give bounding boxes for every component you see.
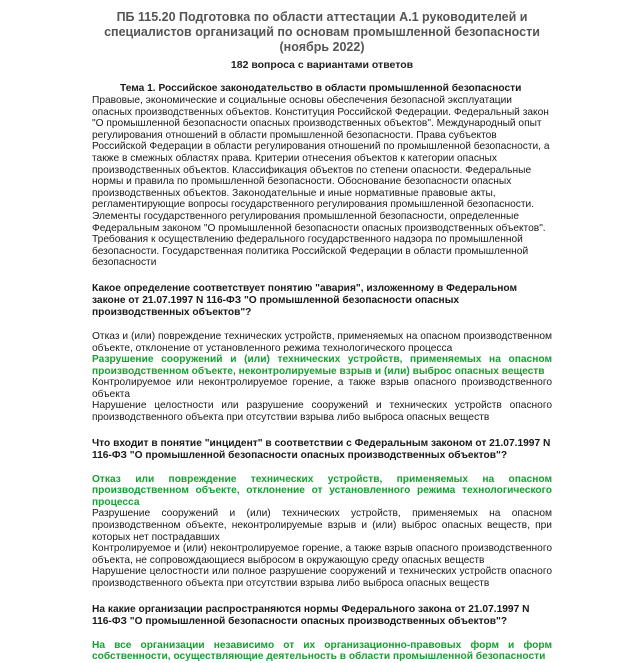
answers-2 (92, 474, 552, 590)
answers-1 (92, 331, 552, 424)
answer-option: Разрушение сооружений и (или) технических устройств, применяемых на опасном производственном объекте, неконтролируемые взрыв и (или) выброс опасных веществ, при которых нет пострадавших (92, 508, 552, 543)
question-1: Какое определение соответствует понятию "авария", изложенному в Федеральном законе от 21.07.1997 N 116-ФЗ "О промышленной безопасности опасных производственных объектов"? (92, 282, 518, 318)
answer-option-correct: Отказ или повреждение технических устройств, применяемых на опасном производственном объекте, отклонение от установленного режима технологического процесса (92, 473, 552, 508)
topic-description: Правовые, экономические и социальные основы обеспечения безопасной эксплуатации опасных производственных объектов. Конституция Российской Федерации. Федеральный закон "О промышленной безопасности опасных производственных объектов". Международный опыт регулирования отношений в области промышленной безопасности. Права субъектов Российской Федерации в области регулирования отношений по промышленной безопасности, а также в смежных областях права. Критерии отнесения объектов к категории опасных производственных объектов. Классификация объектов по степени опасности. Федеральные нормы и правила по промышленной безопасности. Обоснование безопасности опасных производственных объектов. Законодательные и иные нормативные правовые акты, регламентирующие вопросы государственного регулирования промышленной безопасности. Элементы государственного регулирования промышленной безопасности, определенные Федеральным законом "О промышленной безопасности опасных производственных объектов". Требования к осуществлению федерального государственного надзора по промышленной безопасности. Государственная политика Российской Федерации в области промышленной безопасности (92, 95, 550, 269)
document-subtitle: 182 вопроса с вариантами ответов (230, 59, 414, 71)
answer-option-correct: Разрушение сооружений и (или) технических устройств, применяемых на опасном производственном объекте, неконтролируемые взрыв и (или) выброс опасных веществ (92, 354, 552, 377)
topic-heading: Тема 1. Российское законодательство в области промышленной безопасности (120, 83, 522, 94)
answer-option: Отказ и (или) повреждение технических устройств, применяемых на опасном производственном объекте, отклонение от установленного режима технологического процесса (92, 330, 552, 354)
answer-option: Контролируемое или неконтролируемое горение, а также взрыв опасного производственного объекта (92, 377, 552, 400)
answer-option-correct: На все организации независимо от их организационно-правовых форм и форм собственности, осуществляющие деятельность в области промышленной безопасности (92, 639, 552, 663)
document-page (92, 0, 552, 663)
answer-option: Контролируемое и (или) неконтролируемое горение, а также взрыв опасного производственного объекта, не сопровождающиеся выбросом в окружающую среду опасных веществ (92, 543, 552, 566)
answers-3 (92, 640, 552, 663)
question-3: На какие организации распространяются нормы Федерального закона от 21.07.1997 N 116-ФЗ "О промышленной безопасности опасных производственных объектов"? (92, 603, 530, 627)
answer-option: Нарушение целостности или полное разрушение сооружений и технических устройств опасного производственного объекта при отсутствии взрыва либо выброса опасных веществ (92, 566, 552, 589)
answer-option: Нарушение целостности или разрушение сооружений и технических устройств опасного производственного объекта при отсутствии взрыва либо выброса опасных веществ (92, 400, 552, 424)
question-2: Что входит в понятие "инцидент" в соответствии с Федеральным законом от 21.07.1997 N 116-ФЗ "О промышленной безопасности опасных производственных объектов"? (92, 437, 551, 461)
document-title: ПБ 115.20 Подготовка по области аттестации А.1 руководителей и специалистов организаций по основам промышленной безопасности (ноябрь 2022) (104, 10, 540, 54)
